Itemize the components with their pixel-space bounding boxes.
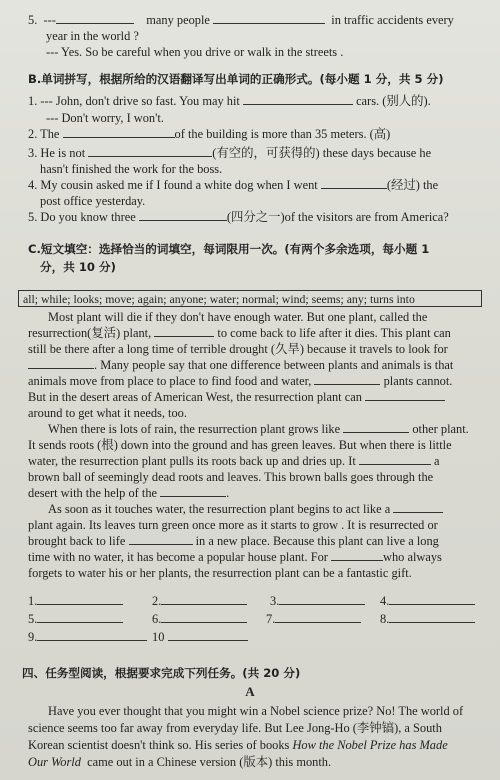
answer-blank[interactable] — [129, 533, 193, 545]
passage-line: time with no water, it has become a popular house plant. For who always — [28, 550, 442, 564]
passage-a-line: Our World came out in a Chinese version (版本) this month. — [28, 755, 332, 769]
section-c-heading-cont: 分，共 10 分) — [40, 260, 116, 274]
answer-blank[interactable] — [393, 501, 443, 513]
answer-slot-2: 2. — [152, 593, 247, 609]
word-bank-text: all; while; looks; move; again; anyone; water; normal; wind; seems; any; turns into — [23, 292, 415, 306]
passage-a-line: science seems too far away from everyday life. But Lee Jong-Ho (李钟镐), a South — [28, 721, 442, 735]
passage-a-line: Korean scientist doesn't think so. His series of books How the Nobel Prize has Made — [28, 738, 448, 752]
passage-line: plant again. Its leaves turn green once more as it starts to grow . It is resurrected or — [28, 518, 438, 532]
answer-blank[interactable] — [139, 209, 227, 221]
question-b2: 2. The of the building is more than 35 meters. (高) — [28, 127, 391, 141]
answer-blank[interactable] — [28, 357, 94, 369]
answer-blank[interactable] — [343, 421, 409, 433]
answer-slot-5: 5. — [28, 611, 123, 627]
answer-blank[interactable] — [168, 629, 248, 641]
answer-blank[interactable] — [160, 485, 226, 497]
passage-line: resurrection(复活) plant, to come back to life after it dies. This plant can — [28, 326, 451, 340]
answer-slot-4: 4. — [380, 593, 475, 609]
answer-blank[interactable] — [154, 325, 214, 337]
question-b1: 1. --- John, don't drive so fast. You may hit cars. (别人的). — [28, 94, 431, 108]
answer-blank[interactable] — [314, 373, 380, 385]
answer-blank[interactable] — [37, 593, 123, 605]
question-b4-cont: post office yesterday. — [40, 194, 146, 208]
passage-line: . Many people say that one difference between plants and animals is that — [28, 357, 486, 373]
word-bank-box — [18, 290, 482, 307]
answer-blank[interactable] — [279, 593, 365, 605]
passage-line: It sends roots (根) down into the ground and has green leaves. But when there is little — [28, 438, 452, 452]
answer-blank[interactable] — [331, 549, 383, 561]
section-c-heading: C.短文填空：选择恰当的词填空，每词限用一次。(有两个多余选项，每小题 1 — [28, 242, 430, 256]
question-b4: 4. My cousin asked me if I found a white dog when I went (经过) the — [28, 178, 439, 192]
passage-line: brought back to life in a new place. Because this plant can live a long — [28, 534, 439, 548]
passage-line: around to get what it needs, too. — [28, 406, 187, 420]
answer-blank[interactable] — [365, 389, 445, 401]
passage-line: But in the desert areas of American West, the resurrection plant can — [28, 389, 486, 405]
answer-slot-1: 1. — [28, 593, 123, 609]
passage-line: As soon as it touches water, the resurrection plant begins to act like a — [48, 501, 486, 517]
passage-line: water, the resurrection plant pulls its roots back up and dries up. It a — [28, 454, 440, 468]
passage-line: forgets to water his or her plants, the resurrection plant can be a fantastic gift. — [28, 566, 412, 580]
passage-a-line: Have you ever thought that you might win a Nobel science prize? No! The world of — [48, 704, 464, 718]
passage-line: animals move from place to place to find food and water, plants cannot. — [28, 374, 453, 388]
answer-blank[interactable] — [63, 126, 175, 138]
answer-blank[interactable] — [161, 611, 247, 623]
passage-a-label: A — [245, 684, 255, 699]
answer-blank[interactable] — [56, 12, 134, 24]
passage-line: still be there after a long time of terrible drought (久旱) because it travels to look for — [28, 342, 448, 356]
answer-blank[interactable] — [213, 12, 325, 24]
answer-slot-9: 9. — [28, 629, 147, 645]
answer-blank[interactable] — [389, 593, 475, 605]
answer-blank[interactable] — [321, 177, 387, 189]
section-4-heading: 四、任务型阅读，根据要求完成下列任务。(共 20 分) — [22, 666, 301, 680]
question-a5-line2: year in the world ? — [46, 29, 139, 43]
answer-blank[interactable] — [37, 629, 147, 641]
answer-slot-8: 8. — [380, 611, 475, 627]
answer-blank[interactable] — [275, 611, 361, 623]
book-title-cont: Our World — [28, 755, 81, 769]
question-b5: 5. Do you know three (四分之一)of the visitors are from America? — [28, 210, 449, 224]
answer-blank[interactable] — [359, 453, 431, 465]
answer-slot-7: 7. — [266, 611, 361, 627]
answer-blank[interactable] — [389, 611, 475, 623]
question-a5-line1: 5. --- many people in traffic accidents every — [28, 13, 454, 27]
passage-line: Most plant will die if they don't have enough water. But one plant, called the — [48, 310, 428, 324]
question-b3: 3. He is not (有空的，可获得的) these days because he — [28, 146, 432, 160]
answer-slot-6: 6. — [152, 611, 247, 627]
passage-line: When there is lots of rain, the resurrection plant grows like other plant. — [48, 422, 469, 436]
answer-slot-10: 10 — [152, 629, 248, 645]
passage-line: desert with the help of the . — [28, 486, 230, 500]
book-title: How the Nobel Prize has Made — [292, 738, 448, 752]
passage-line: brown ball of seemingly dead roots and leaves. This brown balls goes through the — [28, 470, 434, 484]
answer-blank[interactable] — [88, 145, 212, 157]
question-a5-line3: --- Yes. So be careful when you drive or walk in the streets . — [46, 45, 344, 59]
answer-slot-3: 3. — [270, 593, 365, 609]
answer-blank[interactable] — [37, 611, 123, 623]
question-b3-cont: hasn't finished the work for the boss. — [40, 162, 223, 176]
question-b1-reply: --- Don't worry, I won't. — [46, 111, 164, 125]
answer-blank[interactable] — [161, 593, 247, 605]
section-b-heading: B.单词拼写，根据所给的汉语翻译写出单词的正确形式。(每小题 1 分，共 5 分) — [28, 72, 444, 86]
answer-blank[interactable] — [243, 93, 353, 105]
